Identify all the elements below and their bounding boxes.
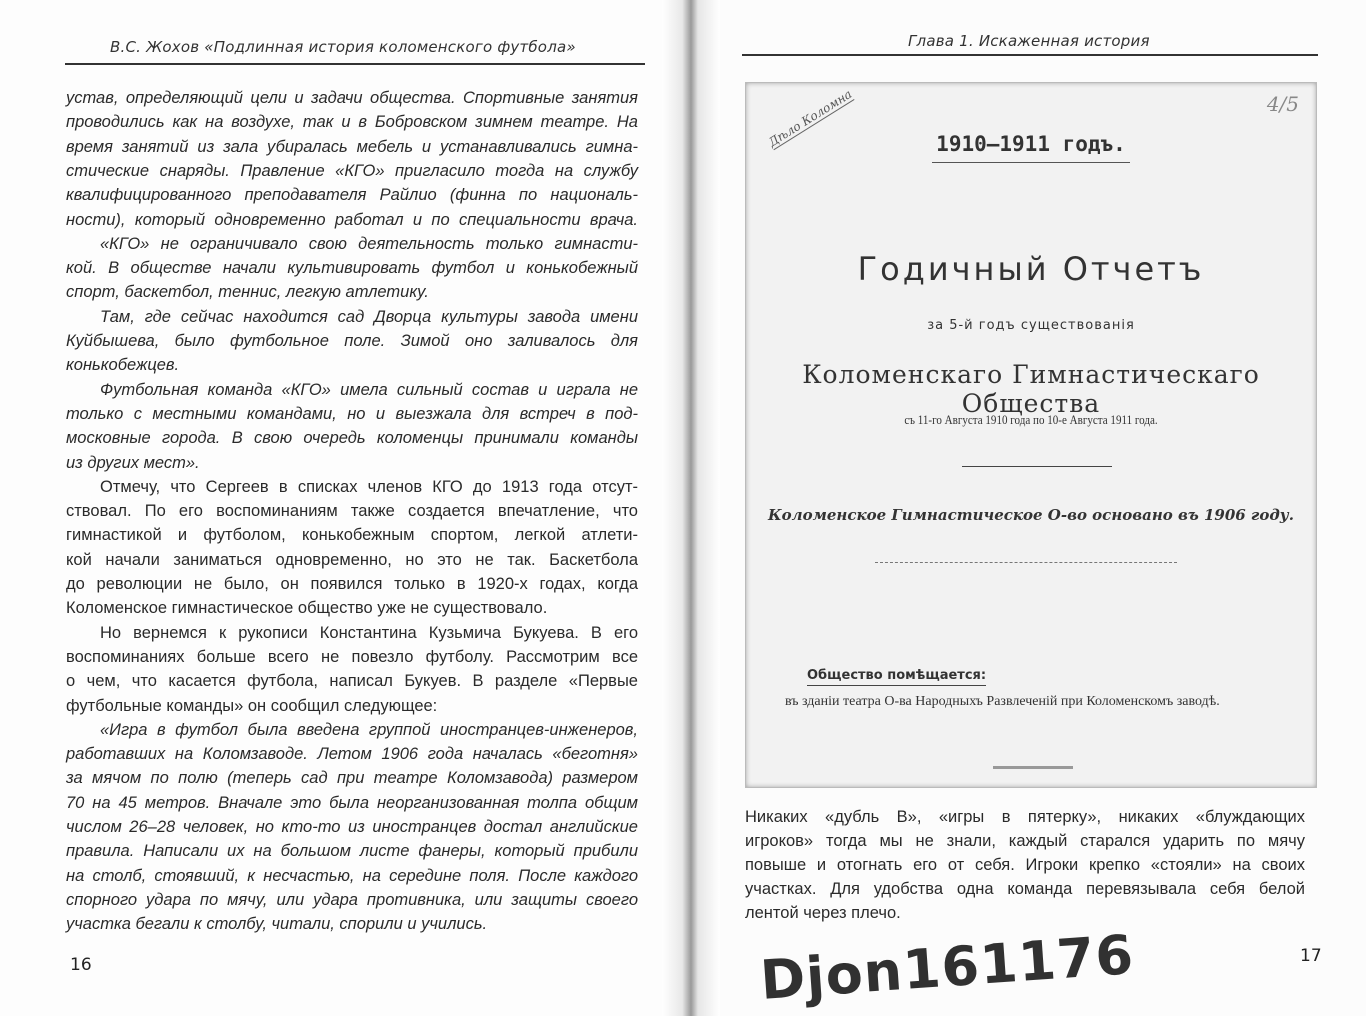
text-line: только с местными командами, но и выезжала для встреч в под-	[66, 404, 638, 423]
text-line: Отмечу, что Сергеев в списках членов КГО до 1913 года отсут-	[100, 477, 638, 496]
text-line: кой. В обществе начали культивировать футбол и конькобежный	[66, 259, 638, 278]
text-line: футбольные команды» он сообщил следующее:	[66, 696, 438, 715]
text-line: конькобежцев.	[66, 356, 180, 375]
text-line: работавших на Коломзаводе. Летом 1906 года началась «беготня»	[66, 745, 638, 764]
ornament-rule	[875, 562, 1177, 563]
doc-society: Коломенскаго Гимнастическаго Общества	[802, 360, 1260, 418]
running-head: В.С. Жохов «Подлинная история коломенского футбола»	[110, 38, 576, 56]
text-line: Куйбышева, было футбольное поле. Зимой оно заливалось для	[66, 332, 638, 350]
text-line: время занятий из зала убиралась мебель и устанавливались гимна-	[66, 137, 638, 156]
text-line: устав, определяющий цели и задачи общества. Спортивные занятия	[66, 89, 638, 107]
text-line: ствовал. По его воспоминаниям также создается впечатление, что	[66, 502, 638, 521]
text-line: спорт, баскетбол, теннис, легкую атлетику.	[66, 283, 429, 302]
page-number: 17	[1300, 946, 1322, 966]
doc-located-label: Общество помѣщается:	[807, 668, 986, 686]
corner-mark: 4/5	[1266, 92, 1299, 116]
text-line: Футбольная команда «КГО» имела сильный состав и играла не	[100, 380, 638, 399]
text-line: из других мест».	[66, 453, 200, 472]
text-line: воспоминаниях больше всего не повезло футболу. Рассмотрим все	[66, 647, 638, 666]
text-line: ности), который одновременно работал и по специальности врача.	[66, 210, 638, 229]
text-line: гимнастикой и футболом, конькобежным спортом, легкой атлети-	[66, 526, 638, 545]
doc-title: Годичный Отчетъ	[857, 250, 1205, 288]
text-line: за мячом по полю (теперь сад при театре Коломзавода) размером	[66, 769, 638, 788]
text-line: до революции не было, он появился только в 1920-х годах, когда	[66, 575, 638, 593]
text-line: числом 26–28 человек, но кто-то из иностранцев достал английские	[66, 818, 638, 836]
header-rule	[742, 54, 1318, 56]
text-line: игроков» тогда мы не знали, каждый старался ударить по мячу	[745, 832, 1305, 850]
doc-period: съ 11-го Августа 1910 года по 10-е Августа 1911 года.	[904, 412, 1158, 427]
doc-year: 1910—1911 годъ.	[932, 132, 1130, 163]
text-line: «Игра в футбол была введена группой иностранцев-инженеров,	[100, 720, 638, 739]
archival-document-image	[745, 82, 1317, 788]
text-line: проводились как на воздухе, так и в Бобровском зимнем театре. На	[66, 113, 638, 132]
doc-founded: Коломенское Гимнастическое О-во основано въ 1906 году.	[767, 506, 1295, 524]
text-line: о чем, что касается футбола, написал Букуев. В разделе «Первые	[66, 672, 638, 691]
running-head: Глава 1. Искаженная история	[908, 32, 1150, 50]
printer-imprint	[993, 766, 1073, 769]
text-line: московные города. В свою очередь коломенцы принимали команды	[66, 429, 638, 448]
text-line: Никаких «дубль В», «игры в пятерку», никаких «блуждающих	[745, 808, 1305, 826]
text-line: Там, где сейчас находится сад Дворца культуры завода имени	[100, 307, 638, 326]
text-line: спорного удара по мячу, или удара противника, или защиты своего	[66, 890, 638, 909]
text-line: правила. Написали их на большом листе фанеры, который прибили	[66, 842, 638, 861]
text-line: участка бегали к столбу, читали, спорили и учились.	[66, 915, 488, 934]
text-line: «КГО» не ограничивало свою деятельность только гимнасти-	[100, 234, 638, 253]
text-line: Коломенское гимнастическое общество уже не существовало.	[66, 599, 548, 618]
doc-located-text: въ зданіи театра О-ва Народныхъ Развлеченій при Коломенскомъ заводѣ.	[785, 694, 1220, 709]
header-rule	[65, 63, 645, 65]
text-line: на столб, стоявший, к несчастью, на середине поля. После каждого	[66, 866, 638, 885]
text-line: 70 на 45 метров. Вначале это была неорганизованная толпа общим	[66, 793, 638, 812]
watermark: Djon161176	[758, 923, 1137, 1012]
page-number: 16	[70, 955, 92, 975]
text-line: стические снаряды. Правление «КГО» пригласило тогда на службу	[66, 161, 638, 180]
doc-divider	[962, 466, 1112, 467]
book-gutter	[662, 0, 720, 1016]
text-line: Но вернемся к рукописи Константина Кузьмича Букуева. В его	[100, 623, 638, 642]
text-line: квалифицированного преподавателя Райлио (финна по националь-	[66, 186, 638, 205]
text-line: кой начали заниматься одновременно, но это не так. Баскетбола	[66, 550, 638, 569]
text-line: участках. Для удобства одна команда перевязывала себя белой	[745, 880, 1305, 898]
archive-stamp: Дѣло Коломна	[766, 86, 855, 150]
text-line: повыше и отогнать его от себя. Игроки крепко «стояли» на своих	[745, 856, 1305, 874]
text-line: лентой через плечо.	[745, 904, 901, 922]
doc-subtitle: за 5-й годъ существованія	[927, 318, 1135, 333]
